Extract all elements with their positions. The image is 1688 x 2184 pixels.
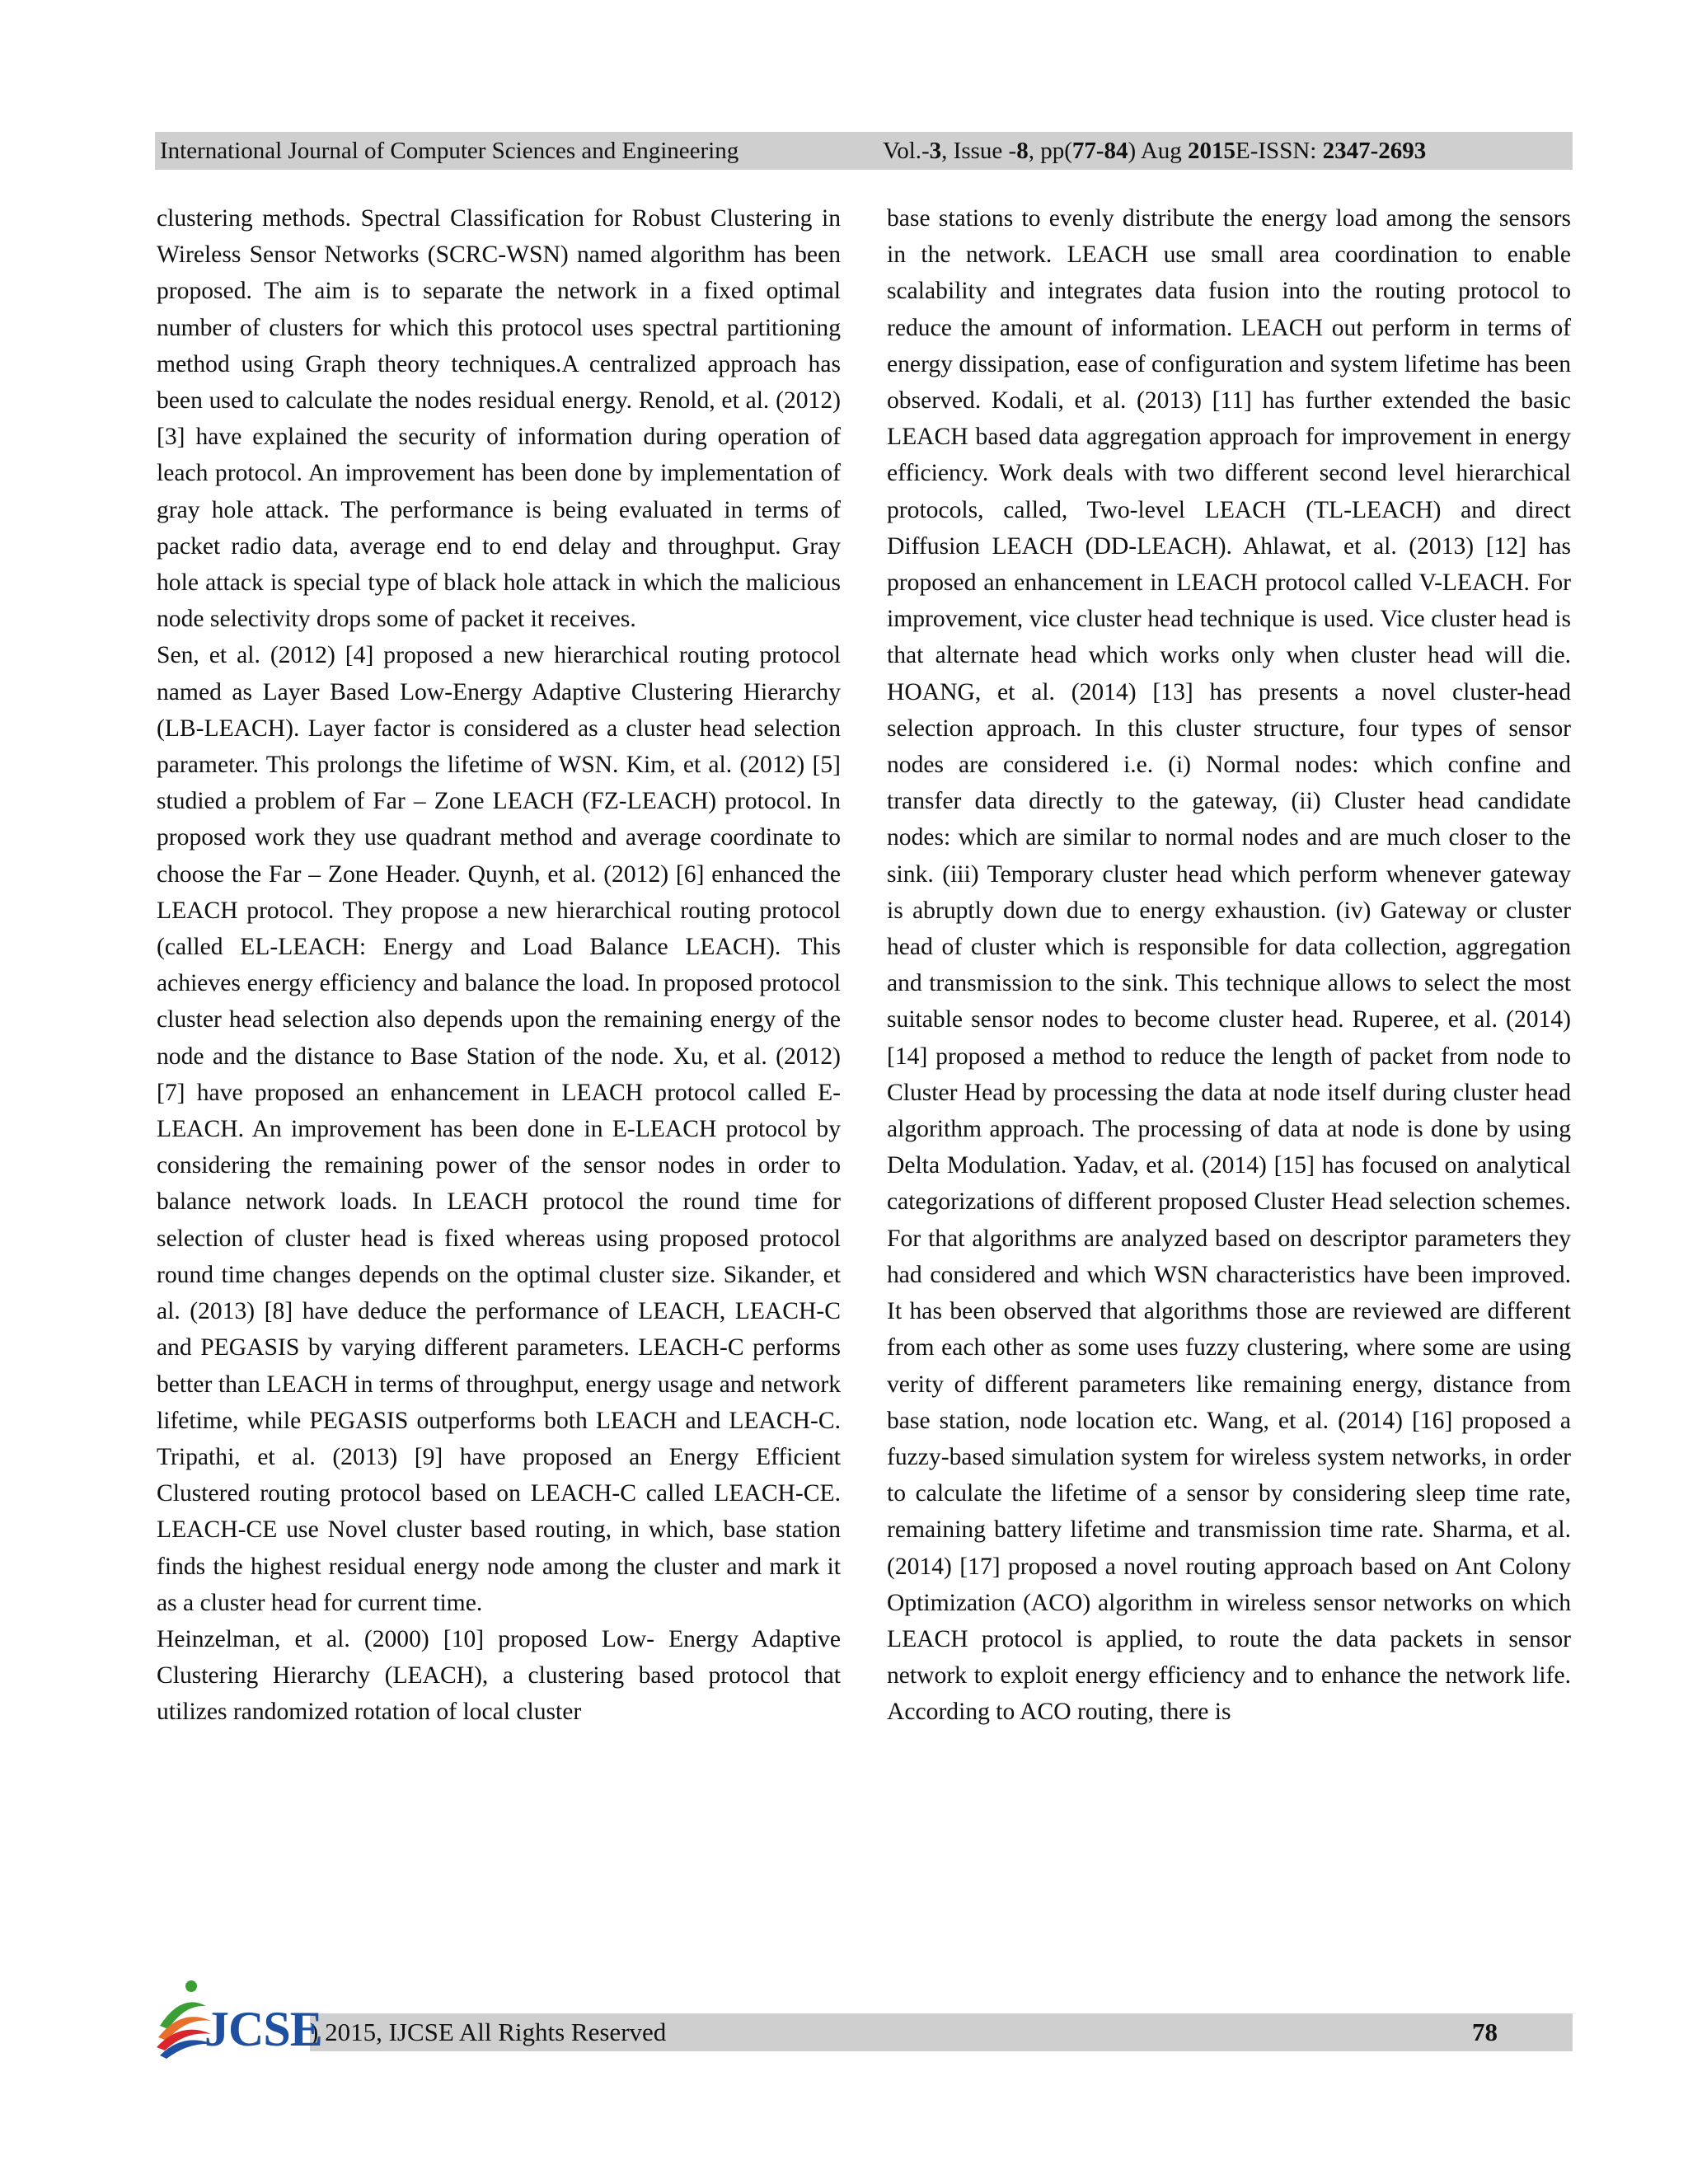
running-footer: [310, 2013, 1573, 2051]
running-header: [155, 132, 1573, 170]
page-number: 78: [1472, 2018, 1498, 2046]
issue-number: 8: [1016, 138, 1029, 164]
paragraph: Sen, et al. (2012) [4] proposed a new hierarchical routing protocol named as Layer Based Low-Energy Adaptive Clustering Hierarchy (LB-LEACH). Layer factor is considered as a cluster head selection parameter. This prolongs the lifetime of WSN. Kim, et al. (2012) [5] studied a problem of Far – Zone LEACH (FZ-LEACH) protocol. In proposed work they use quadrant method and average coordinate to choose the Far – Zone Header. Quynh, et al. (2012) [6] enhanced the LEACH protocol. They propose a new hierarchical routing protocol (called EL-LEACH: Energy and Load Balance LEACH). This achieves energy efficiency and balance the load. In proposed protocol cluster head selection also depends upon the remaining energy of the node and the distance to Base Station of the node. Xu, et al. (2012) [7] have proposed an enhancement in LEACH protocol called E-LEACH. An improvement has been done in E-LEACH protocol by considering the remaining power of the sensor nodes in order to balance network loads. In LEACH protocol the round time for selection of cluster head is fixed whereas using proposed protocol round time changes depends on the optimal cluster size. Sikander, et al. (2013) [8] have deduce the performance of LEACH, LEACH-C and PEGASIS by varying different parameters. LEACH-C performs better than LEACH in terms of throughput, energy usage and network lifetime, while PEGASIS outperforms both LEACH and LEACH-C. Tripathi, et al. (2013) [9] have proposed an Energy Efficient Clustered routing protocol based on LEACH-C called LEACH-CE. LEACH-CE use Novel cluster based routing, in which, base station finds the highest residual energy node among the cluster and mark it as a cluster head for current time.: [157, 642, 841, 1616]
paragraph: base stations to evenly distribute the energy load among the sensors in the network. LEACH use small area coordination to enable scalability and integrates data fusion into the routing protocol to reduce the amount of information. LEACH out perform in terms of energy dissipation, ease of configuration and system lifetime has been observed. Kodali, et al. (2013) [11] has further extended the basic LEACH based data aggregation approach for improvement in energy efficiency. Work deals with two different second level hierarchical protocols, called, Two-level LEACH (TL-LEACH) and direct Diffusion LEACH (DD-LEACH). Ahlawat, et al. (2013) [12] has proposed an enhancement in LEACH protocol called V-LEACH. For improvement, vice cluster head technique is used. Vice cluster head is that alternate head which works only when cluster head will die. HOANG, et al. (2014) [13] has presents a novel cluster-head selection approach. In this cluster structure, four types of sensor nodes are considered i.e. (i) Normal nodes: which confine and transfer data directly to the gateway, (ii) Cluster head candidate nodes: which are similar to normal nodes and are much closer to the sink. (iii) Temporary cluster head which perform whenever gateway is abruptly down due to energy exhaustion. (iv) Gateway or cluster head of cluster which is responsible for data collection, aggregation and transmission to the sink. This technique allows to select the most suitable sensor nodes to become cluster head. Ruperee, et al. (2014) [14] proposed a method to reduce the length of packet from node to Cluster Head by processing the data at node itself during cluster head algorithm approach. The processing of data at node is done by using Delta Modulation. Yadav, et al. (2014) [15] has focused on analytical categorizations of different proposed Cluster Head selection schemes. For that algorithms are analyzed based on descriptor parameters they had considered and which WSN characteristics have been improved. It has been observed that algorithms those are reviewed are different from each other as some uses fuzzy clustering, where some are using verity of different parameters like remaining energy, distance from base station, node location etc. Wang, et al. (2014) [16] proposed a fuzzy-based simulation system for wireless system networks, in order to calculate the lifetime of a sensor by considering sleep time rate, remaining battery lifetime and transmission time rate. Sharma, et al. (2014) [17] proposed a novel routing approach based on Ant Colony Optimization (ACO) algorithm in wireless sensor networks on which LEACH protocol is applied, to route the data packets in sensor network to exploit energy efficiency and to enhance the network life. According to ACO routing, there is: [887, 205, 1571, 1726]
volume-issue-info: Vol.-3, Issue -8, pp(77-84) Aug 2015E-ISSN: 2347-2693: [883, 138, 1427, 164]
copyright-notice: ) 2015, IJCSE All Rights Reserved: [310, 2018, 667, 2046]
journal-title: International Journal of Computer Sciences and Engineering: [160, 138, 739, 164]
paragraph: Heinzelman, et al. (2000) [10] proposed Low- Energy Adaptive Clustering Hierarchy (LEACH), a clustering based protocol that utilizes randomized rotation of local cluster: [157, 1625, 841, 1726]
logo-head-icon: [185, 1980, 197, 1992]
left-column: [157, 200, 841, 1731]
paragraph: clustering methods. Spectral Classification for Robust Clustering in Wireless Sensor Networks (SCRC-WSN) named algorithm has been proposed. The aim is to separate the network in a fixed optimal number of clusters for which this protocol uses spectral partitioning method using Graph theory techniques.A centralized approach has been used to calculate the nodes residual energy. Renold, et al. (2012) [3] have explained the security of information during operation of leach protocol. An improvement has been done by implementation of gray hole attack. The performance is being evaluated in terms of packet radio data, average end to end delay and throughput. Gray hole attack is special type of black hole attack in which the malicious node selectivity drops some of packet it receives.: [157, 205, 841, 633]
issn-number: 2347-2693: [1322, 138, 1427, 164]
publication-year: 2015: [1188, 138, 1236, 164]
ijcse-logo: [157, 1978, 322, 2060]
volume-number: 3: [929, 138, 942, 164]
page-range: 77-84: [1071, 138, 1128, 164]
right-column: [887, 200, 1571, 1731]
logo-text: JCSE: [204, 2002, 322, 2056]
